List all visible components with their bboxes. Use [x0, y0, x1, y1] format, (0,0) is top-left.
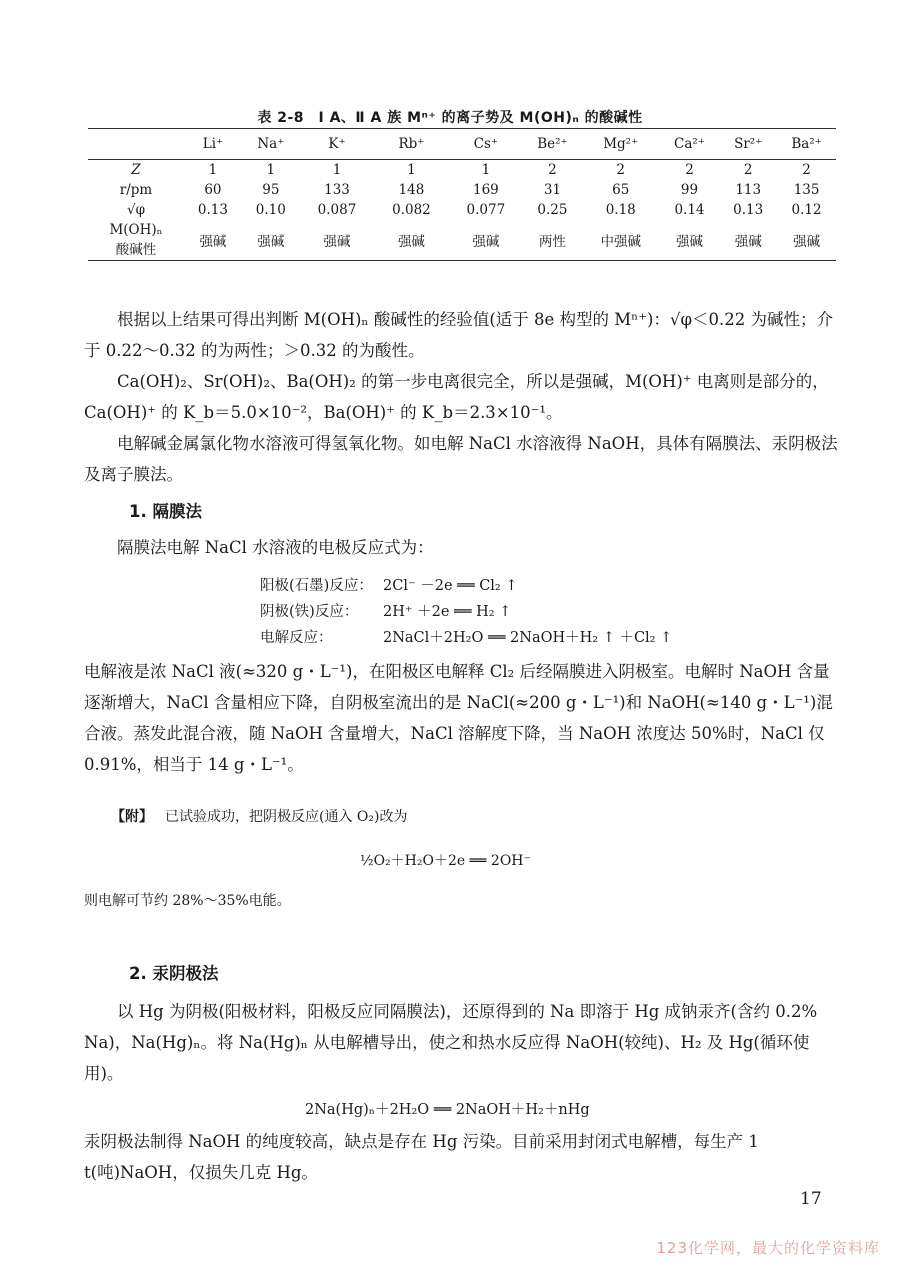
table-cell: 0.12 — [791, 202, 822, 218]
table-cell: 2 — [616, 162, 626, 178]
table-cell: 强碱 — [719, 220, 777, 261]
row-label: r/pm — [119, 182, 153, 198]
note-label: 【附】 — [111, 809, 153, 825]
table-row — [88, 180, 836, 200]
ion-header: Cs⁺ — [449, 129, 523, 160]
table-cell: 强碱 — [184, 220, 242, 261]
table-cell: 0.077 — [466, 202, 506, 218]
row-label: Z — [131, 162, 141, 178]
table-row — [88, 200, 836, 220]
table-cell: 中强碱 — [582, 220, 660, 261]
equation: 2Na(Hg)ₙ＋2H₂O ══ 2NaOH＋H₂＋nHg — [305, 1102, 590, 1118]
table-cell: 0.18 — [605, 202, 636, 218]
table-cell: 1 — [208, 162, 218, 178]
note-text: 已试验成功，把阴极反应(通入 O₂)改为 — [165, 809, 408, 825]
table-row — [88, 160, 836, 181]
equation-label: 阳极(石墨)反应： — [260, 578, 373, 594]
ion-header: Na⁺ — [242, 129, 300, 160]
table-cell: 65 — [612, 182, 630, 198]
table-cell: 1 — [332, 162, 342, 178]
ion-header: Li⁺ — [184, 129, 242, 160]
table-cell: 0.25 — [537, 202, 568, 218]
table-cell: 1 — [266, 162, 276, 178]
table-cell: 169 — [472, 182, 499, 198]
equation: 2NaCl＋2H₂O ══ 2NaOH＋H₂ ↑ ＋Cl₂ ↑ — [383, 630, 673, 646]
table-cell: 99 — [680, 182, 699, 198]
table-cell: 1 — [481, 162, 491, 178]
table-cell: 2 — [548, 162, 557, 178]
paragraph: 电解碱金属氯化物水溶液可得氢氧化物。如电解 NaCl 水溶液得 NaOH，具体有隔膜法、汞阴极法及离子膜法。 — [84, 434, 838, 484]
ion-header: Ba²⁺ — [777, 129, 836, 160]
table-cell: 148 — [398, 182, 425, 198]
paragraph: 根据以上结果可得出判断 M(OH)ₙ 酸碱性的经验值(适于 8e 构型的 Mⁿ⁺)：√φ＜0.22 为碱性；介于 0.22～0.32 的为两性；＞0.32 的为酸性。 — [84, 310, 833, 360]
table-cell: 强碱 — [449, 220, 523, 261]
table-cell: 133 — [324, 182, 350, 198]
row-label: √φ — [126, 202, 146, 218]
table-cell: 0.082 — [392, 202, 431, 218]
table-cell: 113 — [735, 182, 762, 198]
table-cell: 2 — [802, 162, 811, 178]
table-cell: 两性 — [523, 220, 582, 261]
watermark: 123化学网，最大的化学资料库 — [656, 1239, 880, 1257]
table-cell: 0.087 — [317, 202, 357, 218]
table-cell: 1 — [407, 162, 416, 178]
ion-header: Mg²⁺ — [582, 129, 660, 160]
equation-label: 电解反应： — [260, 630, 333, 646]
section-heading: 1. 隔膜法 — [129, 502, 202, 521]
table-cell: 0.10 — [255, 202, 286, 218]
table-cell: 135 — [793, 182, 820, 198]
ion-potential-table — [88, 128, 836, 261]
table-cell: 0.13 — [197, 202, 228, 218]
paragraph: 汞阴极法制得 NaOH 的纯度较高，缺点是存在 Hg 污染。目前采用封闭式电解槽，每生产 1 t(吨)NaOH，仅损失几克 Hg。 — [84, 1132, 759, 1182]
ion-header: Sr²⁺ — [719, 129, 777, 160]
table-cell: 强碱 — [660, 220, 720, 261]
table-cell: 强碱 — [300, 220, 374, 261]
note-tail: 则电解可节约 28%～35%电能。 — [84, 893, 291, 909]
table-caption: 表 2-8 Ⅰ A、Ⅱ A 族 Mⁿ⁺ 的离子势及 M(OH)ₙ 的酸碱性 — [257, 110, 643, 126]
table-cell: 60 — [204, 182, 222, 198]
table-row — [88, 220, 836, 261]
ion-header: Ca²⁺ — [660, 129, 720, 160]
row-label — [88, 220, 184, 261]
equation: 2H⁺ ＋2e ══ H₂ ↑ — [383, 604, 512, 620]
page-number: 17 — [800, 1189, 822, 1209]
table-cell: 95 — [262, 182, 280, 198]
table-cell: 强碱 — [777, 220, 836, 261]
paragraph: 以 Hg 为阴极(阳极材料，阳极反应同隔膜法)，还原得到的 Na 即溶于 Hg 成钠汞齐(含约 0.2% Na)，Na(Hg)ₙ。将 Na(Hg)ₙ 从电解槽导出，使之和热水反应得 NaOH(较纯)、H₂ 及 Hg(循环使用)。 — [84, 1002, 818, 1083]
row-label-line: 酸碱性 — [115, 242, 157, 258]
table-corner — [88, 129, 184, 160]
equation: 2Cl⁻ －2e ══ Cl₂ ↑ — [383, 578, 518, 594]
section-heading: 2. 汞阴极法 — [129, 964, 219, 983]
table-cell: 强碱 — [374, 220, 448, 261]
equation-label: 阴极(铁)反应： — [260, 604, 359, 620]
table-header-row — [88, 129, 836, 160]
ion-header: Rb⁺ — [374, 129, 448, 160]
note-equation: ½O₂＋H₂O＋2e ══ 2OH⁻ — [360, 853, 531, 869]
table-cell: 2 — [743, 162, 753, 178]
table-cell: 0.13 — [733, 202, 764, 218]
paragraph: Ca(OH)₂、Sr(OH)₂、Ba(OH)₂ 的第一步电离很完全，所以是强碱，M(OH)⁺ 电离则是部分的，Ca(OH)⁺ 的 K_b＝5.0×10⁻²，Ba(OH)⁺ 的 K_b＝2.3×10⁻¹。 — [84, 372, 829, 422]
table-cell: 0.14 — [674, 202, 705, 218]
paragraph: 隔膜法电解 NaCl 水溶液的电极反应式为： — [117, 538, 434, 557]
table-cell: 2 — [685, 162, 694, 178]
ion-header: K⁺ — [300, 129, 374, 160]
row-label-line: M(OH)ₙ — [109, 222, 163, 238]
ion-header: Be²⁺ — [523, 129, 582, 160]
paragraph: 电解液是浓 NaCl 液(≈320 g・L⁻¹)，在阳极区电解释 Cl₂ 后经隔膜进入阴极室。电解时 NaOH 含量逐渐增大，NaCl 含量相应下降，自阴极室流出的是 NaCl(≈200 g・L⁻¹)和 NaOH(≈140 g・L⁻¹)混合液。蒸发此混合液，随 NaOH 含量增大，NaCl 溶解度下降，当 NaOH 浓度达 50%时，NaCl 仅 0.91%，相当于 14 g・L⁻¹。 — [84, 662, 833, 774]
table-cell: 31 — [543, 182, 561, 198]
table-cell: 强碱 — [242, 220, 300, 261]
